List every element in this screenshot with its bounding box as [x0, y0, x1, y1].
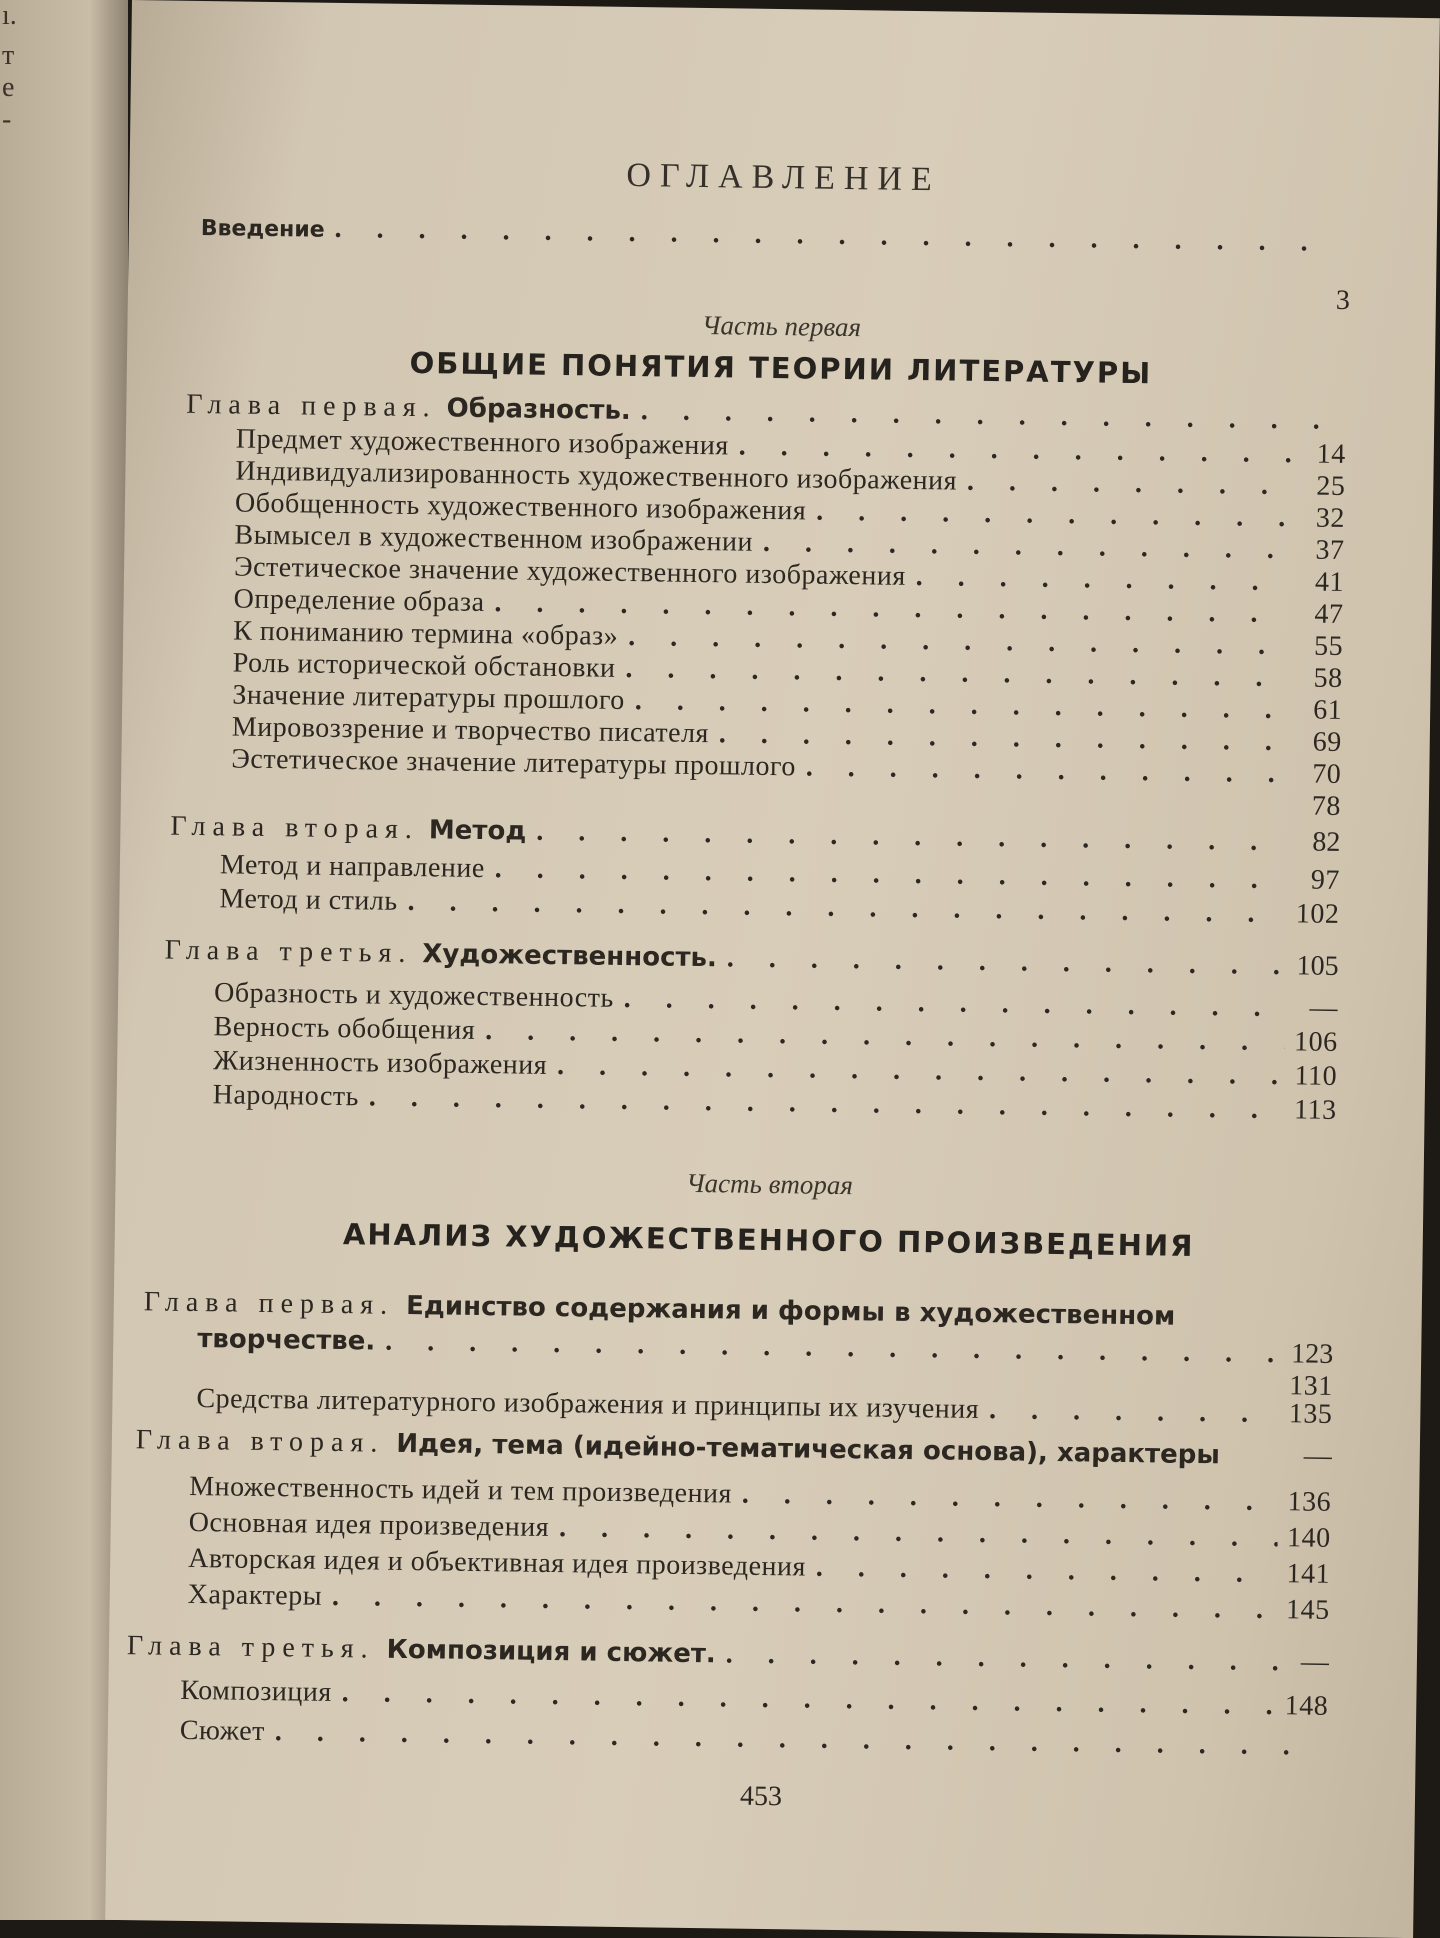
leader-dots: [559, 1512, 1278, 1554]
section-title: Обобщенность художественного изображения: [234, 487, 807, 527]
chapter-page: 82: [1312, 826, 1341, 858]
section-title: Множественность идей и тем произведения: [189, 1470, 733, 1510]
chapter-title: Метод: [428, 815, 527, 847]
section-title: Метод и направление: [219, 849, 485, 885]
part-label: Часть вторая: [685, 1167, 854, 1201]
section-title: Жизненность изображения: [212, 1045, 548, 1081]
section-page: 131: [1289, 1370, 1333, 1402]
leader-dots: [334, 213, 1341, 259]
book-page: [105, 0, 1440, 1938]
section-title: Предмет художественного изображения: [235, 423, 730, 462]
section-page: 25: [1316, 470, 1346, 502]
section-page: 110: [1294, 1060, 1338, 1092]
section-page: 70: [1312, 758, 1342, 790]
section-page: 141: [1286, 1558, 1331, 1590]
section-title: Определение образа: [233, 583, 485, 618]
section-title: Роль исторической обстановки: [232, 647, 616, 684]
section-title: Характеры: [187, 1578, 323, 1612]
toc-page-number: 3: [1335, 284, 1351, 317]
section-title: Основная идея произведения: [188, 1506, 550, 1543]
section-page: 97: [1310, 864, 1341, 896]
leader-dots: [742, 1479, 1278, 1518]
section-page: 135: [1288, 1398, 1333, 1430]
section-title: Композиция: [180, 1674, 332, 1708]
section-title: Народность: [212, 1079, 360, 1113]
leader-dots: [816, 1552, 1277, 1590]
leader-dots: [915, 561, 1294, 598]
section-page: 61: [1312, 694, 1343, 726]
section-title: Метод и стиль: [219, 883, 398, 917]
toc-section: [180, 1675, 1328, 1723]
section-title: Верность обобщения: [213, 1011, 476, 1046]
toc-chapter: [165, 935, 1339, 983]
chapter-page: 105: [1296, 950, 1339, 982]
section-page: —: [1309, 992, 1339, 1024]
toc-section: [180, 1715, 1328, 1763]
section-title: Вымысел в художественном изображении: [234, 519, 754, 558]
section-page: 113: [1293, 1094, 1337, 1126]
leader-dots: [967, 466, 1296, 503]
toc-chapter: [136, 1424, 1332, 1473]
section-page: 106: [1293, 1026, 1338, 1058]
chapter-prefix: Глава первая.: [186, 388, 437, 424]
chapter-prefix: Глава третья.: [126, 1630, 375, 1665]
section-title: Значение литературы прошлого: [232, 679, 626, 716]
left-page-fragment: ı.: [2, 0, 17, 31]
section-page: 37: [1315, 534, 1345, 566]
left-page-fragment: е: [2, 72, 15, 103]
section-title: Образность и художественность: [213, 977, 614, 1014]
chapter-title: Идея, тема (идейно-тематическая основа), характеры: [396, 1428, 1221, 1471]
section-title: К пониманию термина «образ»: [232, 615, 619, 652]
section-page: 136: [1287, 1486, 1332, 1518]
section-page: 148: [1284, 1690, 1329, 1722]
section-title: Сюжет: [179, 1714, 266, 1748]
section-page: 47: [1314, 598, 1344, 630]
chapter-title: Композиция и сюжет.: [386, 1634, 716, 1670]
leader-dots: [727, 942, 1287, 982]
leader-dots: [726, 1638, 1280, 1678]
chapter-prefix: Глава вторая.: [170, 810, 420, 846]
left-page-fragment: -: [2, 104, 12, 135]
section-page: 14: [1316, 438, 1346, 470]
chapter-title: Художественность.: [422, 939, 718, 974]
page-title: ОГЛАВЛЕНИЕ: [626, 156, 941, 199]
leader-dots: [536, 816, 1290, 859]
chapter-title-continuation: творчестве.: [197, 1324, 376, 1357]
toc-entry-intro-page: [1296, 284, 1350, 317]
section-page: 69: [1312, 726, 1342, 758]
section-page: 102: [1295, 898, 1340, 930]
chapter-page: 123: [1290, 1338, 1334, 1370]
section-page: 32: [1315, 502, 1346, 534]
toc-chapter: [127, 1630, 1329, 1679]
leader-dots: [275, 1716, 1318, 1763]
section-page: 41: [1314, 566, 1345, 598]
section-page: 140: [1286, 1522, 1331, 1554]
leader-dots: [989, 1394, 1279, 1430]
leader-dots: [342, 1677, 1276, 1722]
chapter-title: Образность.: [446, 393, 632, 427]
chapter-prefix: Глава вторая.: [135, 1424, 385, 1459]
part-label: Часть первая: [701, 309, 862, 343]
chapter-prefix: Глава третья.: [164, 934, 413, 970]
part-title: ОБЩИЕ ПОНЯТИЯ ТЕОРИИ ЛИТЕРАТУРЫ: [409, 345, 1153, 391]
section-title: Индивидуализированность художественного изображения: [235, 455, 958, 497]
chapter-title: Единство содержания и формы в художественном: [405, 1290, 1176, 1332]
chapter-prefix: Глава первая.: [143, 1286, 395, 1321]
section-page: 55: [1313, 630, 1344, 662]
section-title: Эстетическое значение литературы прошлого: [231, 743, 797, 783]
section-title: Авторская идея и объективная идея произведения: [188, 1542, 807, 1583]
section-title: Эстетическое значение художественного изображения: [233, 551, 906, 592]
chapter-page: —: [1303, 1440, 1332, 1472]
left-page-fragment: т: [2, 40, 15, 71]
section-page: 58: [1313, 662, 1343, 694]
page-number: 453: [739, 1780, 783, 1813]
part-title: АНАЛИЗ ХУДОЖЕСТВЕННОГО ПРОИЗВЕДЕНИЯ: [342, 1217, 1195, 1263]
chapter-page: —: [1300, 1646, 1330, 1678]
section-title: Средства литературного изображения и принципы их изучения: [196, 1383, 980, 1425]
toc-entry-intro: [201, 211, 1351, 259]
section-page: 145: [1285, 1594, 1330, 1626]
section-title: Мировоззрение и творчество писателя: [231, 711, 710, 750]
section-page: 78: [1311, 790, 1342, 822]
toc-entry-title: Введение: [200, 215, 325, 243]
